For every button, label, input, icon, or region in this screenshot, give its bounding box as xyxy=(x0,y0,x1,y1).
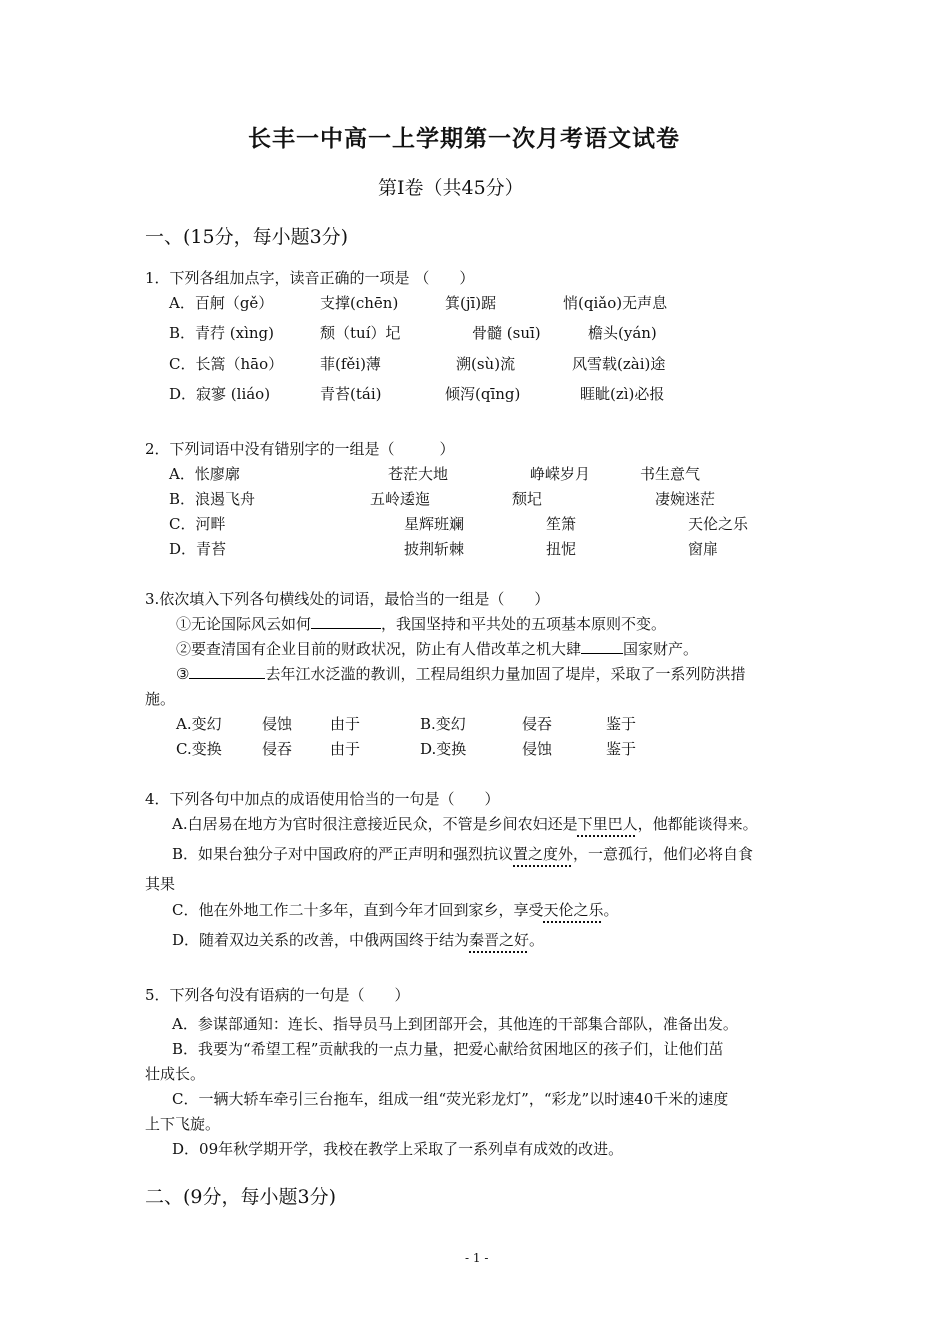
q4-b-idiom: 置之度外 xyxy=(513,845,574,863)
q2-option-b-3: 颓圮 xyxy=(512,490,543,508)
q3-opt-d-2: 侵蚀 xyxy=(522,740,553,758)
q2-option-d-2: 披荆斩棘 xyxy=(404,540,465,558)
q2-option-d-1: D．青苔 xyxy=(169,540,227,558)
q1-option-a-1: A．百舸（gě） xyxy=(169,294,274,312)
q3-s2-after: 国家财产。 xyxy=(623,640,699,658)
q1-option-b-1: B．青荇 (xìng) xyxy=(169,324,275,342)
q4-option-b xyxy=(172,843,753,864)
q3-s2-before: ②要查清国有企业目前的财政状况，防止有人借改革之机大肆 xyxy=(176,640,582,658)
q1-stem: 1．下列各组加点字，读音正确的一项是 （ ） xyxy=(145,269,475,287)
q3-opt-a-1: A.变幻 xyxy=(176,715,222,733)
q5-stem: 5．下列各句没有语病的一句是（ ） xyxy=(145,986,410,1004)
q3-opt-d-3: 鉴于 xyxy=(606,740,637,758)
q3-sentence-1 xyxy=(176,613,666,634)
fill-blank xyxy=(581,639,623,654)
q4-option-a xyxy=(172,813,758,834)
q3-stem: 3.依次填入下列各句横线处的词语，最恰当的一组是（ ） xyxy=(145,590,550,608)
exam-title: 长丰一中高一上学期第一次月考语文试卷 xyxy=(248,125,680,152)
q1-option-a-4: 悄(qiǎo)无声息 xyxy=(563,294,668,312)
q3-s3-after: 去年江水泛滥的教训，工程局组织力量加固了堤岸，采取了一系列防洪措 xyxy=(265,665,746,683)
q1-option-c-2: 菲(fěi)薄 xyxy=(320,355,381,373)
volume-heading: 第Ⅰ卷（共45分） xyxy=(378,177,524,199)
q5-option-b: B．我要为“希望工程”贡献我的一点力量，把爱心献给贫困地区的孩子们，让他们茁 xyxy=(172,1040,724,1058)
q2-option-d-4: 窗扉 xyxy=(688,540,719,558)
q5-option-b-cont: 壮成长。 xyxy=(145,1065,206,1083)
q3-opt-c-3: 由于 xyxy=(330,740,361,758)
q3-opt-b-1: B.变幻 xyxy=(420,715,466,733)
q2-option-d-3: 扭怩 xyxy=(546,540,577,558)
q4-c-idiom: 天伦之乐 xyxy=(543,901,604,919)
q4-option-c xyxy=(172,899,619,920)
q3-s3-before: ③ xyxy=(176,665,190,683)
q5-option-c-cont: 上下飞旋。 xyxy=(145,1115,221,1133)
q1-option-d-3: 倾泻(qīng) xyxy=(445,385,521,403)
q2-option-b-2: 五岭逶迤 xyxy=(370,490,431,508)
q2-option-c-1: C．河畔 xyxy=(169,515,226,533)
q3-opt-b-3: 鉴于 xyxy=(606,715,637,733)
q1-option-c-3: 溯(sù)流 xyxy=(456,355,516,373)
q2-option-b-4: 凄婉迷茫 xyxy=(655,490,716,508)
q1-option-b-2: 颓（tuí）圮 xyxy=(320,324,401,342)
section-1-heading: 一、(15分，每小题3分) xyxy=(145,226,349,248)
q4-b-tail: ，一意孤行，他们必将自食 xyxy=(573,845,754,863)
q4-a-tail: ，他都能谈得来。 xyxy=(637,815,758,833)
q1-option-a-3: 箕(jī)踞 xyxy=(445,294,497,312)
q1-option-c-1: C．长篙（hāo） xyxy=(169,355,284,373)
fill-blank xyxy=(189,664,265,679)
q1-option-a-2: 支撑(chēn) xyxy=(320,294,399,312)
q2-stem: 2．下列词语中没有错别字的一组是（ ） xyxy=(145,440,455,458)
q3-opt-a-3: 由于 xyxy=(330,715,361,733)
q2-option-a-4: 书生意气 xyxy=(640,465,701,483)
q2-option-c-3: 笙箫 xyxy=(546,515,577,533)
q1-option-d-4: 睚眦(zì)必报 xyxy=(580,385,665,403)
q1-option-c-4: 风雪载(zài)途 xyxy=(572,355,666,373)
q3-opt-c-2: 侵吞 xyxy=(262,740,293,758)
q3-sentence-3 xyxy=(176,663,745,684)
q3-sentence-2 xyxy=(176,638,698,659)
q2-option-a-3: 峥嵘岁月 xyxy=(530,465,591,483)
q4-stem: 4．下列各句中加点的成语使用恰当的一句是（ ） xyxy=(145,790,500,808)
q1-option-b-3: 骨髓 (suī) xyxy=(472,324,541,342)
q4-a-idiom: 下里巴人 xyxy=(577,815,638,833)
q3-opt-b-2: 侵吞 xyxy=(522,715,553,733)
q3-s1-before: ①无论国际风云如何 xyxy=(176,615,312,633)
q1-option-d-2: 青苔(tái) xyxy=(320,385,382,403)
q4-d-idiom: 秦晋之好 xyxy=(469,931,530,949)
q4-a-text: A.白居易在地方为官时很注意接近民众，不管是乡间农妇还是 xyxy=(172,815,578,833)
q3-opt-d-1: D.变换 xyxy=(420,740,467,758)
q3-s1-after: ，我国坚持和平共处的五项基本原则不变。 xyxy=(381,615,667,633)
q3-opt-c-1: C.变换 xyxy=(176,740,222,758)
page-number: - 1 - xyxy=(465,1251,489,1265)
q4-c-text: C．他在外地工作二十多年，直到今年才回到家乡，享受 xyxy=(172,901,544,919)
q2-option-a-1: A．怅廖廓 xyxy=(169,465,240,483)
q4-option-d xyxy=(172,929,544,950)
fill-blank xyxy=(311,614,381,629)
q2-option-b-1: B．浪遏飞舟 xyxy=(169,490,256,508)
q2-option-c-4: 天伦之乐 xyxy=(688,515,749,533)
q3-sentence-3-cont: 施。 xyxy=(145,690,176,708)
section-2-heading: 二、(9分，每小题3分) xyxy=(145,1186,337,1208)
q5-option-a: A．参谋部通知：连长、指导员马上到团部开会，其他连的干部集合部队，准备出发。 xyxy=(172,1015,738,1033)
q5-option-c: C．一辆大轿车牵引三台拖车，组成一组“荧光彩龙灯”，“彩龙”以时速40千米的速度 xyxy=(172,1090,729,1108)
q4-c-tail: 。 xyxy=(603,901,619,919)
q4-d-text: D．随着双边关系的改善，中俄两国终于结为 xyxy=(172,931,470,949)
q1-option-b-4: 檐头(yán) xyxy=(588,324,657,342)
q1-option-d-1: D．寂寥 (liáo) xyxy=(169,385,271,403)
q5-option-d: D．09年秋学期开学，我校在教学上采取了一系列卓有成效的改进。 xyxy=(172,1140,624,1158)
q4-b-text: B．如果台独分子对中国政府的严正声明和强烈抗议 xyxy=(172,845,514,863)
q2-option-c-2: 星辉班斓 xyxy=(404,515,465,533)
q4-d-tail: 。 xyxy=(529,931,545,949)
q2-option-a-2: 苍茫大地 xyxy=(388,465,449,483)
q3-opt-a-2: 侵蚀 xyxy=(262,715,293,733)
q4-option-b-cont: 其果 xyxy=(145,875,176,893)
